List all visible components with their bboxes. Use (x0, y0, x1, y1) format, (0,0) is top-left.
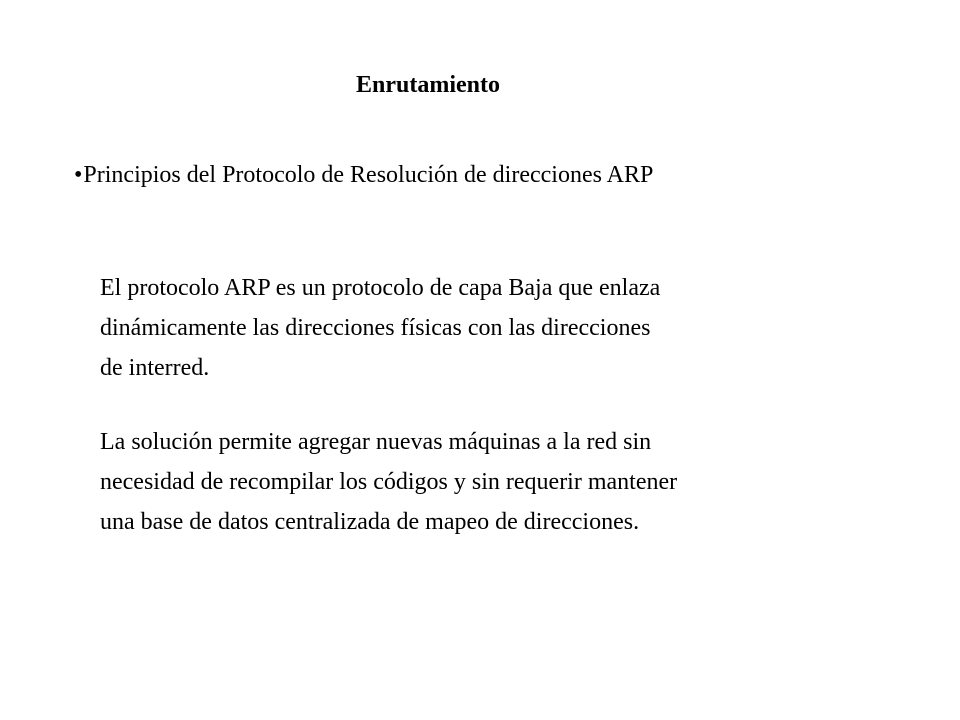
bullet-item (74, 162, 653, 189)
paragraph-line: de interred. (100, 355, 210, 381)
bullet-marker: • (74, 162, 83, 188)
paragraph-arp-solution (100, 422, 677, 542)
paragraph-line: dinámicamente las direcciones físicas con las direcciones (100, 315, 651, 341)
paragraph-line: La solución permite agregar nuevas máquinas a la red sin (100, 429, 652, 455)
paragraph-line: El protocolo ARP es un protocolo de capa Baja que enlaza (100, 275, 661, 301)
bullet-text: Principios del Protocolo de Resolución de direcciones ARP (83, 162, 654, 188)
paragraph-arp-definition (100, 268, 660, 388)
paragraph-line: necesidad de recompilar los códigos y sin requerir mantener (100, 469, 678, 495)
paragraph-line: una base de datos centralizada de mapeo de direcciones. (100, 509, 640, 535)
slide-title: Enrutamiento (356, 72, 500, 98)
